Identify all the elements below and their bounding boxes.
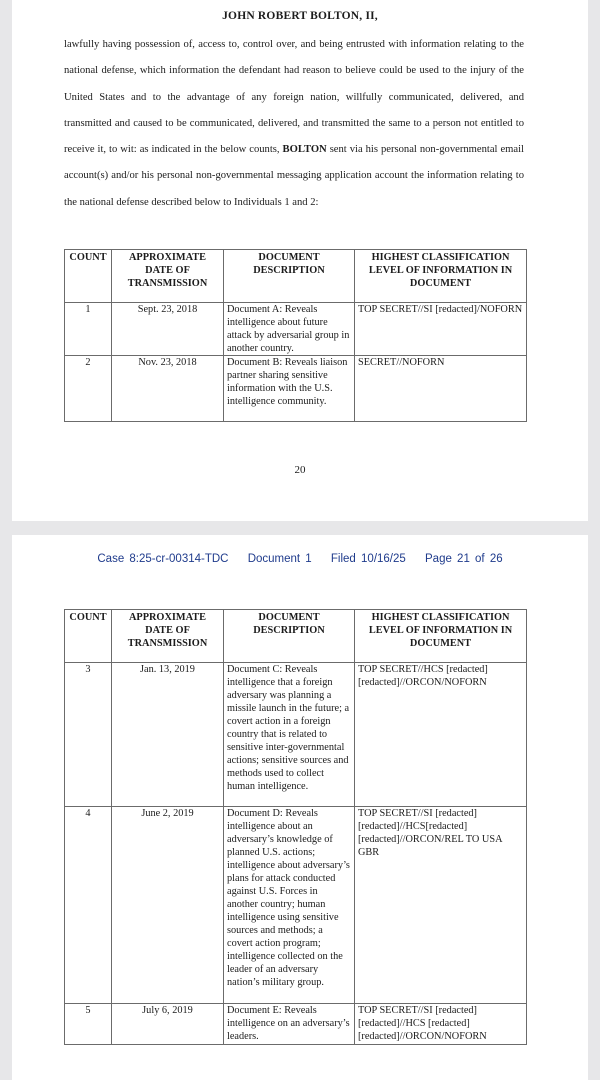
table-row: [65, 1004, 527, 1045]
row-date: Jan. 13, 2019: [112, 663, 224, 807]
document-page-20: [12, 0, 588, 521]
table-row: [65, 807, 527, 1004]
document-page-21: [12, 535, 588, 1080]
page-of-total: Page 21 of 26: [425, 553, 503, 565]
row-date: July 6, 2019: [112, 1004, 224, 1045]
counts-table-page-21: [64, 609, 527, 1045]
row-classification: TOP SECRET//SI [redacted] [redacted]//HCS[redacted] [redacted]//ORCON/REL TO USA GBR: [355, 807, 527, 1004]
table-row: [65, 663, 527, 807]
table-row: [65, 303, 527, 356]
header-classification: HIGHEST CLASSIFICATION LEVEL OF INFORMATION IN DOCUMENT: [355, 250, 527, 303]
row-count: 2: [65, 356, 112, 422]
row-description: Document C: Reveals intelligence that a foreign adversary was planning a missile launch in the future; a covert action in a foreign country that is related to sensitive inter-governmental actions; sensitive sources and methods used to collect human intelligence.: [224, 663, 355, 807]
row-classification: TOP SECRET//HCS [redacted] [redacted]//ORCON/NOFORN: [355, 663, 527, 807]
paragraph-text-end: sent via his personal non-governmental email account(s) and/or his personal non-governmental messaging application account the information relating to the national defense described below to Individuals 1 and 2:: [64, 144, 524, 208]
body-paragraph: [64, 32, 524, 216]
document-number: Document 1: [247, 553, 312, 565]
paragraph-text-start: lawfully having possession of, access to, control over, and being entrusted with information relating to the national defense, which information the defendant had reason to believe could be used to the injury of the United States and to the advantage of any foreign nation, willfully communicated, delivered, and transmitted and caused to be communicated, delivered, and transmitted the same to a person not entitled to receive it, to wit: as indicated in the below counts,: [64, 39, 524, 156]
header-date: APPROXIMATE DATE OF TRANSMISSION: [112, 250, 224, 303]
row-count: 3: [65, 663, 112, 807]
header-description: DOCUMENT DESCRIPTION: [224, 610, 355, 663]
counts-table-page-20: [64, 249, 527, 422]
row-description: Document E: Reveals intelligence on an adversary’s leaders.: [224, 1004, 355, 1045]
row-date: Nov. 23, 2018: [112, 356, 224, 422]
header-count: COUNT: [65, 610, 112, 663]
case-filing-header: [12, 553, 588, 565]
row-description: Document B: Reveals liaison partner sharing sensitive information with the U.S. intelligence community.: [224, 356, 355, 422]
row-count: 1: [65, 303, 112, 356]
filed-date: Filed 10/16/25: [330, 553, 406, 565]
row-description: Document D: Reveals intelligence about an adversary’s knowledge of planned U.S. actions; intelligence about adversary’s plans for attack conducted against U.S. Forces in another country; human intelligence using sensitive sources and methods; a covert action program; intelligence collected on the leader of an adversary nation’s military group.: [224, 807, 355, 1004]
header-description: DOCUMENT DESCRIPTION: [224, 250, 355, 303]
row-classification: TOP SECRET//SI [redacted] [redacted]//HCS [redacted] [redacted]//ORCON/NOFORN: [355, 1004, 527, 1045]
defendant-heading: JOHN ROBERT BOLTON, II,: [222, 10, 378, 22]
row-description: Document A: Reveals intelligence about future attack by adversarial group in another country.: [224, 303, 355, 356]
paragraph-bold-name: BOLTON: [282, 144, 327, 156]
row-count: 5: [65, 1004, 112, 1045]
page-number: 20: [294, 464, 306, 476]
row-date: Sept. 23, 2018: [112, 303, 224, 356]
header-classification: HIGHEST CLASSIFICATION LEVEL OF INFORMATION IN DOCUMENT: [355, 610, 527, 663]
row-date: June 2, 2019: [112, 807, 224, 1004]
header-count: COUNT: [65, 250, 112, 303]
row-classification: TOP SECRET//SI [redacted]/NOFORN: [355, 303, 527, 356]
case-number: Case 8:25-cr-00314-TDC: [97, 553, 229, 565]
header-date: APPROXIMATE DATE OF TRANSMISSION: [112, 610, 224, 663]
row-classification: SECRET//NOFORN: [355, 356, 527, 422]
row-count: 4: [65, 807, 112, 1004]
table-row: [65, 356, 527, 422]
